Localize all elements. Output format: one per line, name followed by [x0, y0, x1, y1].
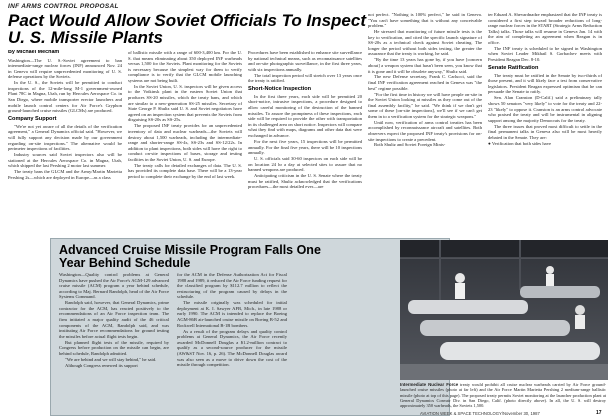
paragraph: "We are behind and we will stay behind," he said.: [65, 356, 157, 362]
page-number: 17: [596, 410, 602, 416]
publication-folio: AVIATION WEEK & SPACE TECHNOLOGY/November 30, 1987: [420, 411, 540, 416]
paragraph: Washington—Quality control problems at General Dynamics have pushed the Air Force's AGM-129 advanced cruise missile (ACM) program a year behind schedule, according to Maj. Bernard Randolph, head of the Air Force Systems Command.: [59, 272, 169, 300]
paragraph: In the Soviet Union, U. S. inspectors will be given access to the Votkinsk plant in the eastern Soviet Union that produces SS-20 missiles, which the treaty bans, and which are similar to a new-generation SS-25 missiles. Secretary of State George P. Shultz said U. S. and Soviet negotiators have agreed on an inspection system that prevents the Soviets from disguising SS-20s as SS-25s.: [128, 83, 242, 123]
paragraph: "For the first time in history we will have people on-site in the Soviet Union looking at missiles as they come out of the final assembly facility," he said. "We think if we don't get some of these [on-site inspections], we'll see if we can't get them in to a verification system for the strategic weapons.": [368, 91, 482, 119]
paragraph: Until now, verification of arms control treaties has been accomplished by reconnaissance aircraft and satellites. Both observers expect the proposed INF treaty's provisions for on-site inspections to create a precedent.: [368, 119, 482, 142]
paragraph: ● Verification that both sides have: [488, 140, 552, 146]
missile-plant-illustration: [400, 240, 608, 380]
paragraph: The missile originally was scheduled for initial deployment at K. I. Sawyer AFB, Mich., in late 1988 or early 1990. The ACM is intended to replace the Boeing AGM-86B air-launched cruise missile on Boeing B-52 and Rockwell International B-1B bombers.: [177, 300, 287, 328]
section-kicker: INF ARMS CONTROL PROPOSAL: [8, 3, 119, 10]
article-column-2: [128, 50, 242, 236]
paragraph: The treaty bans the GLCM and the Army/Martin Marietta Pershing 2s—which are deployed in Europe—as a class: [8, 169, 122, 180]
paragraph: ter Eduard A. Shevardnadze emphasized that the INF treaty is considered a first step toward broader reductions of long-range nuclear forces in the START (Strategic Arms Reduction Talks) talks. Those talks will resume in Geneva Jan. 14 with the aim of completing an agreement when Reagan is in office.: [488, 12, 602, 45]
paragraph: "By the time 13 years has gone by, if you have [concern about] a weapon system that hasn't been seen, you know that it is gone and it will be obsolete anyway," Shultz said.: [368, 57, 482, 74]
paragraph: The three issues that proved most difficult to settle in the final permanent talks in Geneva also will be most heavily debated in the Senate. They are:: [488, 123, 602, 140]
paragraph: Although Congress renewed its support: [65, 362, 138, 368]
paragraph: for the ACM in the Defense Authorization Act for Fiscal 1988 and 1989, it reduced the Air Force funding request for the classified program by $112.7 million to reflect the restructuring of the program caused by delays in the schedule.: [177, 272, 287, 300]
subhead: Short-Notice Inspection: [248, 85, 312, 92]
byline: By Michael Mecham: [8, 50, 60, 55]
article-column-3: [248, 50, 362, 236]
paragraph: Both Shultz and Soviet Foreign Minis-: [374, 142, 446, 148]
paragraph: In the U. S., the Soviets will be permitted to conduct inspections of the 12-mile-long M-1 government-owned Plant 78C in Magna, Utah, run by Hercules Aerospace Co. in San Diego, where mobile transporter erector launchers and mobile launch control centers for Air Force's Gryphon ground-launched cruise missiles (GLCMs) are produced.: [8, 80, 122, 114]
paragraph: Sen. Alan Cranston (D-Calif.) said a preliminary tally shows 50 senators "very likely" to vote for the treaty and 22-23 "likely" to oppose it. Cranston is an arms control advocate who praised the treaty and will be instrumental in aligning support among the majority Democrats for the treaty.: [488, 95, 602, 123]
paragraph: Industry sources said Soviet inspectors also will be stationed at the Hercules Aerospace Co. in Magna, Utah, which shipped the last Pershing 2 motor last summer.: [8, 152, 122, 169]
paragraph: not perfect. "Nothing is 100% perfect," he said in Geneva. "You can't have something that is without any conceivable problem.": [368, 12, 482, 29]
paragraph: Washington—The U. S.-Soviet agreement to ban intermediate-range nuclear forces (INF) announced Nov. 24 in Geneva will require unprecedented monitoring of U. S. defense operations by the Soviets.: [8, 57, 122, 80]
paragraph: "We're not yet aware of all the details of the verification agreement," a General Dynamics official said. "However, we will fully support any decision made by our government regarding on-site inspections." The alternative would be perimeter inspections of facilities.: [8, 123, 122, 152]
paragraph: The treaty calls for detailed exchanges of data. The U. S. has provided its complete data base. There will be a 13-year period to complete their exchange by the end of last week.: [128, 162, 242, 179]
article-column-1: [8, 50, 122, 236]
paragraph: U. S. officials said 30-60 inspectors on each side will be on location 24 hr a day at selected sites to assure that no banned weapons are produced.: [248, 155, 362, 173]
paragraph: The treaty must be ratified in the Senate by two-thirds of those present, and it will likely face a test from conservative legislators. President Reagan expressed optimism that he can persuade the Senate to ratify.: [488, 72, 602, 95]
paragraph: The proposed INF treaty provides for an unprecedented inventory of data and nuclear warheads—the Soviets will destroy about 1,500 warheads, including the intermediate-range and shorter-range SS-4s, SS-23s and SS-12/22s. In addition to plant inspections, both sides will have the right to conduct on-site inspections of bases, storage and testing facilities in the Soviet Union, U. S. and Europe.: [128, 123, 242, 162]
paragraph: Anticipating criticism in the U. S. Senate where the treaty must be ratified, Shultz acknowledged that the verifications procedures—the most detailed ever—are: [248, 173, 362, 190]
subhead: Senate Ratification: [488, 64, 539, 71]
caption-text: treaty would prohibit all cruise nuclear warheads carried by Air Force ground-launched cruise missiles (photo at far left) and the Air Force Martin Marietta Pershing 2 medium-range ballistic missile (photo at top of this page). The: [400, 382, 606, 398]
subhead: Company Support: [8, 115, 57, 122]
sidebar-column-1: [59, 272, 169, 412]
paragraph: He stressed that monitoring of future missile tests is the key to verification, and cited the specific launch signature of SS-20s as a technical check against Soviet cheating. The longer the period without both sides testing, the greater the assurance that the treaty is working, he said.: [368, 29, 482, 57]
paragraph: As a result of the program delays and quality control problems at General Dynamics, the Air Force recently awarded McDonnell Douglas a $1.2-million contract to qualify as a second-source producer for the missile (AW&ST Nov. 16, p. 26). The McDonnell Douglas award was also seen as a move to drive down the cost of the missile through competition.: [177, 328, 287, 368]
paragraph: of ballistic missile with a range of 600-3,400 km. For the U. S. that means eliminating about 350 deployed INF warheads versus 1,500 for the Soviets. Plant monitoring for the Soviets is necessary because the simplest way for them to verify compliance is to verify that the GLCM mobile launching systems are not being built.: [128, 50, 242, 83]
paragraph: The INF treaty is scheduled to be signed in Washington when Soviet Leader Mikhail S. Gorbachev meets with President Reagan Dec. 8-10.: [488, 45, 602, 63]
paragraph: The total inspection period will stretch over 13 years once the treaty is ratified.: [248, 72, 362, 84]
paragraph: Randolph said, however, that General Dynamics, prime contractor for the ACM, has reacted positively to the recommendations of an Air Force inspection team. The firm initiated a major quality audit of the 46 critical components of the ACM, Randolph said, and was instituting Air Force recommendations for ground testing the missiles before actual flight tests begin.: [59, 300, 169, 339]
paragraph: In the first three years, each side will be permitted 20 short-notice, intrusive inspections, a procedure designed to allow careful monitoring of the destruction of the banned missiles. To assure the promptness of these inspections, each side will be required to provide the other with transportation in its challenged area on short notice. Inspectors will compare what they find with maps, diagrams and other data that were exchanged in advance.: [248, 93, 362, 139]
missile-plant-photo: [400, 240, 608, 380]
article-column-4: [368, 12, 482, 236]
sidebar-box: [50, 238, 450, 416]
caption-continued: proposed treaty permits Soviet monitoring at the launcher production plant at General Dynamics Convair Div. in San Diego, Calif. (photo directly above). In all, the U. S. will destroy approximately 350 warheads, the Soviets 1,500.: [400, 392, 606, 409]
photo-caption: [400, 382, 606, 408]
paragraph: But planned flight tests of the missile, required by Congress before production on the missile can begin, are behind schedule, Randolph admitted.: [59, 339, 169, 356]
sidebar-title: Advanced Cruise Missile Program Falls One Year Behind Schedule: [59, 243, 321, 270]
sidebar-column-2: [177, 272, 287, 412]
article-column-5: [488, 12, 602, 236]
paragraph: Procedures have been established to enhance site surveillance by national technical means, such as reconnaissance satellites and on-site photographic surveillance, in the first three years, with six inspections annually.: [248, 50, 362, 72]
headline: Pact Would Allow Soviet Officials To Inspect U. S. Missile Plants: [8, 11, 367, 47]
paragraph: For the next five years, 15 inspections will be permitted annually. For the final five years, there will be 10 inspections annually.: [248, 138, 362, 156]
caption-lead: Intermediate Nuclear Force: [400, 382, 459, 387]
paragraph: The new Defense secretary, Frank C. Carlucci, said the final INF verification agreement reached in Geneva was "the best" regime possible.: [368, 74, 482, 91]
